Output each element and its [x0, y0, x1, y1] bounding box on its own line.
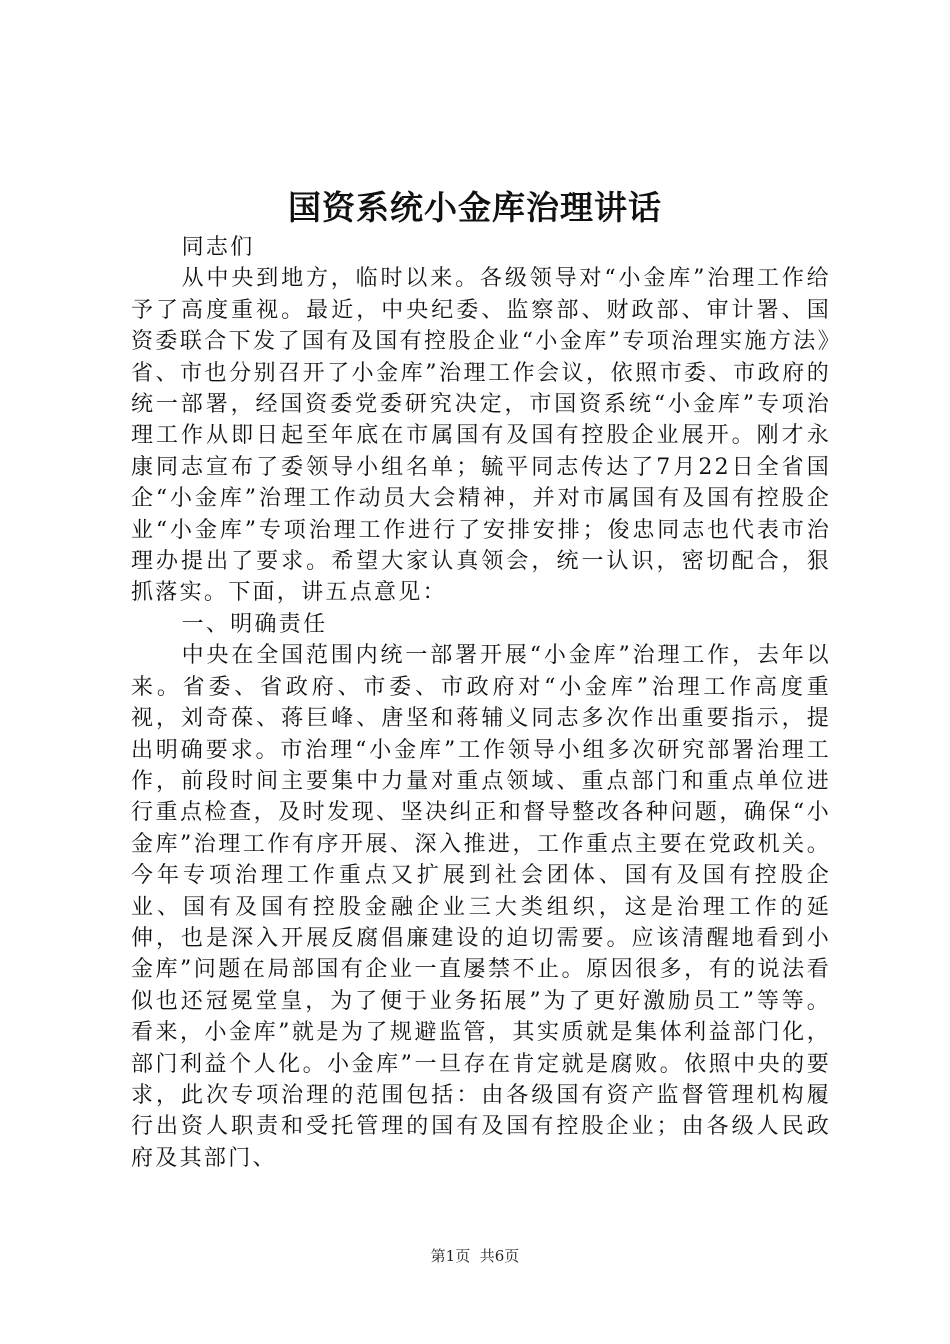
page-total: 共6页 — [479, 1247, 520, 1265]
document-title: 国资系统小金库治理讲话 — [288, 188, 662, 227]
page-number: 第1页 — [430, 1247, 471, 1265]
document-body — [131, 232, 831, 1174]
paragraph: 中央在全国范围内统一部署开展“小金库”治理工作，去年以来。省委、省政府、市委、市政府对“小金库”治理工作高度重视，刘奇葆、蒋巨峰、唐坚和蒋辅义同志多次作出重要指示，提出明确要求。市治理“小金库”工作领导小组多次研究部署治理工作，前段时间主要集中力量对重点领域、重点部门和重点单位进行重点检查，及时发现、坚决纠正和督导整改各种问题，确保“小金库”治理工作有序开展、深入推进，工作重点主要在党政机关。今年专项治理工作重点又扩展到社会团体、国有及国有控股企业、国有及国有控股金融企业三大类组织，这是治理工作的延伸，也是深入开展反腐倡廉建设的迫切需要。应该清醒地看到小金库”问题在局部国有企业一直屡禁不止。原因很多，有的说法看似也还冠冕堂皇，为了便于业务拓展”为了更好激励员工”等等。看来，小金库”就是为了规避监管，其实质就是集体利益部门化，部门利益个人化。小金库”一旦存在肯定就是腐败。依照中央的要求，此次专项治理的范围包括：由各级国有资产监督管理机构履行出资人职责和受托管理的国有及国有控股企业；由各级人民政府及其部门、 — [131, 643, 831, 1171]
section-heading: 一、明确责任 — [181, 611, 328, 637]
paragraph: 从中央到地方，临时以来。各级领导对“小金库”治理工作给予了高度重视。最近，中央纪委、监察部、财政部、审计署、国资委联合下发了国有及国有控股企业“小金库”专项治理实施方法》省、市也分别召开了小金库”治理工作会议，依照市委、市政府的统一部署，经国资委党委研究决定，市国资系统“小金库”专项治理工作从即日起至年底在市属国有及国有控股企业展开。刚才永康同志宣布了委领导小组名单；毓平同志传达了7月22日全省国企“小金库”治理工作动员大会精神，并对市属国有及国有控股企业“小金库”专项治理工作进行了安排安排；俊忠同志也代表市治理办提出了要求。希望大家认真领会，统一认识，密切配合，狠抓落实。下面，讲五点意见： — [131, 266, 831, 606]
salutation: 同志们 — [181, 235, 255, 260]
page-footer — [0, 1246, 950, 1266]
